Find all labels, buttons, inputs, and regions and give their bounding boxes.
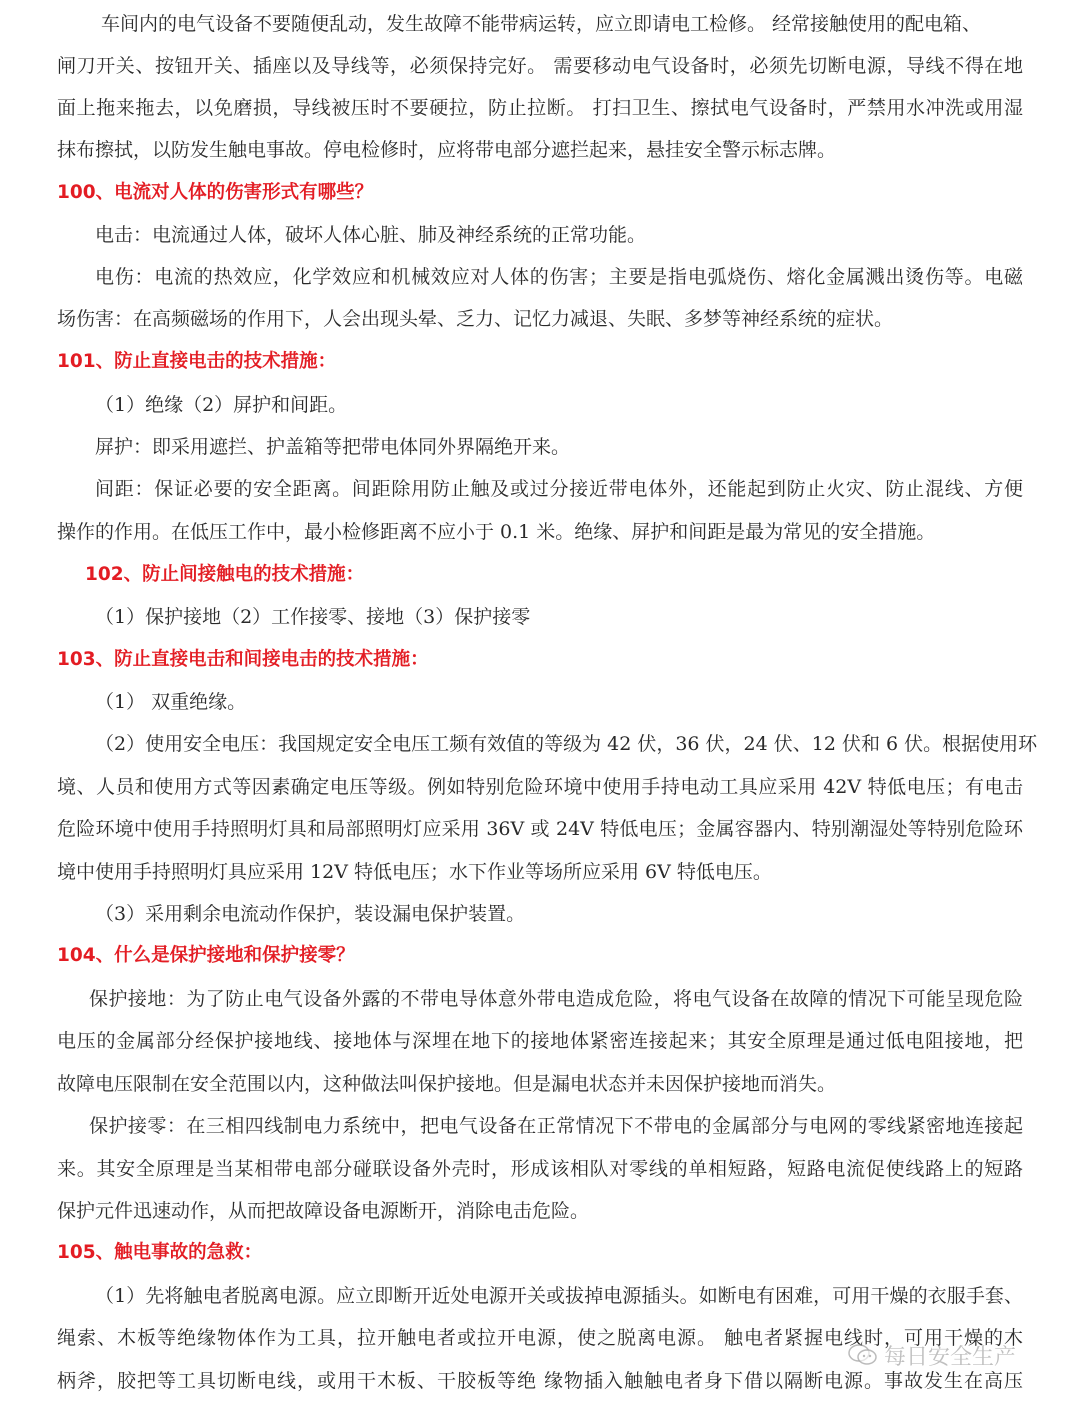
paragraph-line: 闸刀开关、按钮开关、插座以及导线等，必须保持完好。 需要移动电气设备时，必须先切断电源，导线不得在地 (57, 55, 1023, 77)
paragraph-line: 操作的作用。在低压工作中，最小检修距离不应小于 0.1 米。绝缘、屏护和间距是最为常见的安全措施。 (57, 521, 936, 543)
paragraph-line: 柄斧，胶把等工具切断电线，或用干木板、干胶板等绝 缘物插入触触电者身下借以隔断电源。事故发生在高压 (57, 1370, 1023, 1392)
section-heading: 101、防止直接电击的技术措施： (57, 351, 337, 372)
paragraph-line: （3）采用剩余电流动作保护，装设漏电保护装置。 (95, 903, 526, 925)
watermark-text: 每日安全生产 (884, 1344, 1017, 1370)
section-heading: 100、电流对人体的伤害形式有哪些？ (57, 182, 374, 203)
paragraph-line: 抹布擦拭，以防发生触电事故。停电检修时，应将带电部分遮拦起来，悬挂安全警示标志牌。 (57, 139, 837, 161)
section-heading: 103、防止直接电击和间接电击的技术措施： (57, 649, 429, 670)
paragraph-line: 故障电压限制在安全范围以内，这种做法叫保护接地。但是漏电状态并未因保护接地而消失。 (57, 1073, 837, 1095)
paragraph-line: （1）保护接地（2）工作接零、接地（3）保护接零 (95, 606, 531, 628)
section-heading: 102、防止间接触电的技术措施： (85, 564, 365, 585)
paragraph-line: 来。其安全原理是当某相带电部分碰联设备外壳时，形成该相队对零线的单相短路，短路电流促使线路上的短路 (57, 1158, 1023, 1180)
paragraph-line: 面上拖来拖去，以免磨损，导线被压时不要硬拉，防止拉断。 打扫卫生、擦拭电气设备时，严禁用水冲洗或用湿 (57, 97, 1023, 119)
paragraph-line: 危险环境中使用手持照明灯具和局部照明灯应采用 36V 或 24V 特低电压；金属容器内、特别潮湿处等特别危险环 (57, 818, 1023, 840)
paragraph-line: 电伤：电流的热效应，化学效应和机械效应对人体的伤害；主要是指电弧烧伤、熔化金属溅出烫伤等。电磁 (95, 266, 1023, 288)
paragraph-line: 车间内的电气设备不要随便乱动，发生故障不能带病运转，应立即请电工检修。 经常接触使用的配电箱、 (101, 13, 982, 35)
section-heading: 105、触电事故的急救： (57, 1242, 263, 1263)
paragraph-line: 屏护：即采用遮拦、护盖箱等把带电体同外界隔绝开来。 (95, 436, 571, 458)
paragraph-line: （2）使用安全电压：我国规定安全电压工频有效值的等级为 42 伏，36 伏，24 伏、12 伏和 6 伏。根据使用环 (95, 733, 1038, 755)
paragraph-line: 场伤害：在高频磁场的作用下，人会出现头晕、乏力、记忆力减退、失眠、多梦等神经系统的症状。 (57, 308, 894, 330)
paragraph-line: 电击：电流通过人体，破坏人体心脏、肺及神经系统的正常功能。 (95, 224, 647, 246)
paragraph-line: 境中使用手持照明灯具应采用 12V 特低电压；水下作业等场所应采用 6V 特低电压。 (57, 861, 772, 883)
paragraph-line: 保护接零：在三相四线制电力系统中，把电气设备在正常情况下不带电的金属部分与电网的零线紧密地连接起 (89, 1115, 1023, 1137)
paragraph-line: 保护接地：为了防止电气设备外露的不带电导体意外带电造成危险，将电气设备在故障的情况下可能呈现危险 (89, 988, 1023, 1010)
paragraph-line: 间距：保证必要的安全距离。间距除用防止触及或过分接近带电体外，还能起到防止火灾、防止混线、方便 (95, 478, 1023, 500)
paragraph-line: （1）绝缘（2）屏护和间距。 (95, 394, 348, 416)
paragraph-line: （1） 双重绝缘。 (95, 691, 247, 713)
paragraph-line: （1）先将触电者脱离电源。应立即断开近处电源开关或拔掉电源插头。如断电有困难，可用干燥的衣服手套、 (95, 1285, 1023, 1307)
paragraph-line: 绳索、木板等绝缘物体作为工具，拉开触电者或拉开电源，使之脱离电源。 触电者紧握电线时，可用干燥的木 (57, 1327, 1023, 1349)
paragraph-line: 境、人员和使用方式等因素确定电压等级。例如特别危险环境中使用手持电动工具应采用 42V 特低电压；有电击 (57, 776, 1023, 798)
paragraph-line: 保护元件迅速动作，从而把故障设备电源断开，消除电击危险。 (57, 1200, 590, 1222)
paragraph-line: 电压的金属部分经保护接地线、接地体与深埋在地下的接地体紧密连接起来；其安全原理是通过低电阻接地，把 (57, 1030, 1023, 1052)
section-heading: 104、什么是保护接地和保护接零？ (57, 945, 355, 966)
